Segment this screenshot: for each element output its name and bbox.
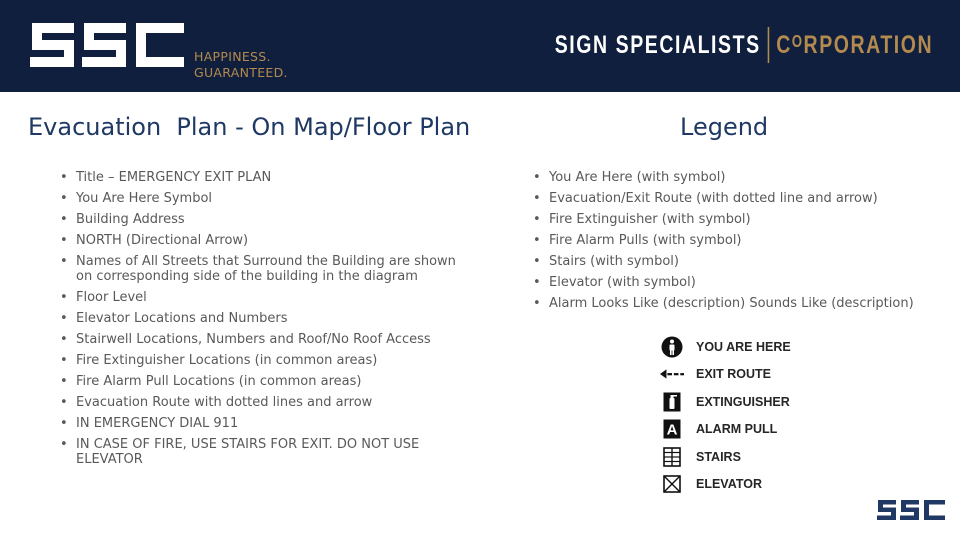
- legend-row-you-are-here: [660, 333, 860, 361]
- list-item: • Fire Extinguisher Locations (in common areas): [60, 353, 465, 368]
- legend-row-exit-route: [660, 361, 860, 389]
- tagline-line2: GUARANTEED.: [194, 65, 288, 80]
- extinguisher-icon: [660, 391, 684, 413]
- alarm-pull-icon: [660, 418, 684, 440]
- brand-name: SIGN SPECIALISTS: [554, 30, 761, 59]
- legend-row-elevator: [660, 471, 860, 499]
- legend-label: YOU ARE HERE: [696, 339, 791, 354]
- tagline: [194, 49, 288, 81]
- list-item: • You Are Here (with symbol): [533, 170, 953, 185]
- list-item: • Building Address: [60, 212, 465, 227]
- list-item: • Elevator Locations and Numbers: [60, 311, 465, 326]
- you-are-here-icon: [660, 336, 684, 358]
- legend-list: [533, 170, 953, 317]
- brand-divider: [768, 27, 770, 63]
- alarm-pull-letter: A: [666, 421, 678, 439]
- list-item: • Evacuation Route with dotted lines and arrow: [60, 395, 465, 410]
- list-item: • NORTH (Directional Arrow): [60, 233, 465, 248]
- legend-label: EXTINGUISHER: [696, 394, 790, 409]
- legend-row-alarm-pull: [660, 416, 860, 444]
- legend-label: ALARM PULL: [696, 422, 778, 437]
- list-item: • Evacuation/Exit Route (with dotted line and arrow): [533, 191, 953, 206]
- header-band: [0, 0, 960, 92]
- tagline-line1: HAPPINESS.: [194, 49, 271, 64]
- section-title-legend: Legend: [680, 113, 769, 141]
- list-item: • Fire Alarm Pulls (with symbol): [533, 233, 953, 248]
- footer-ssc-logo: [876, 498, 946, 522]
- list-item: • IN CASE OF FIRE, USE STAIRS FOR EXIT. DO NOT USE ELEVATOR: [60, 437, 465, 467]
- list-item: • Elevator (with symbol): [533, 275, 953, 290]
- list-item: • Stairwell Locations, Numbers and Roof/No Roof Access: [60, 332, 465, 347]
- elevator-icon: [660, 473, 684, 495]
- list-item: • Names of All Streets that Surround the Building are shown on corresponding side of the building in the diagram: [60, 254, 465, 284]
- brand-suffix: CᴼRPORATION: [776, 30, 933, 59]
- list-item: • IN EMERGENCY DIAL 911: [60, 416, 465, 431]
- evacuation-plan-list: [60, 170, 465, 473]
- brand-wordmark: [555, 27, 933, 63]
- list-item: • Fire Extinguisher (with symbol): [533, 212, 953, 227]
- ssc-logo: [28, 19, 186, 71]
- legend-symbols: [660, 333, 860, 498]
- legend-label: STAIRS: [696, 449, 741, 464]
- list-item: • Alarm Looks Like (description) Sounds Like (description): [533, 296, 953, 311]
- legend-label: EXIT ROUTE: [696, 367, 772, 382]
- legend-row-stairs: [660, 443, 860, 471]
- list-item: • Fire Alarm Pull Locations (in common areas): [60, 374, 465, 389]
- section-title-evacuation-plan: Evacuation Plan - On Map/Floor Plan: [28, 113, 471, 141]
- legend-row-extinguisher: [660, 388, 860, 416]
- exit-route-arrow-icon: [660, 363, 684, 385]
- legend-label: ELEVATOR: [696, 477, 762, 492]
- list-item: • Stairs (with symbol): [533, 254, 953, 269]
- list-item: • Title – EMERGENCY EXIT PLAN: [60, 170, 465, 185]
- stairs-icon: [660, 446, 684, 468]
- list-item: • Floor Level: [60, 290, 465, 305]
- list-item: • You Are Here Symbol: [60, 191, 465, 206]
